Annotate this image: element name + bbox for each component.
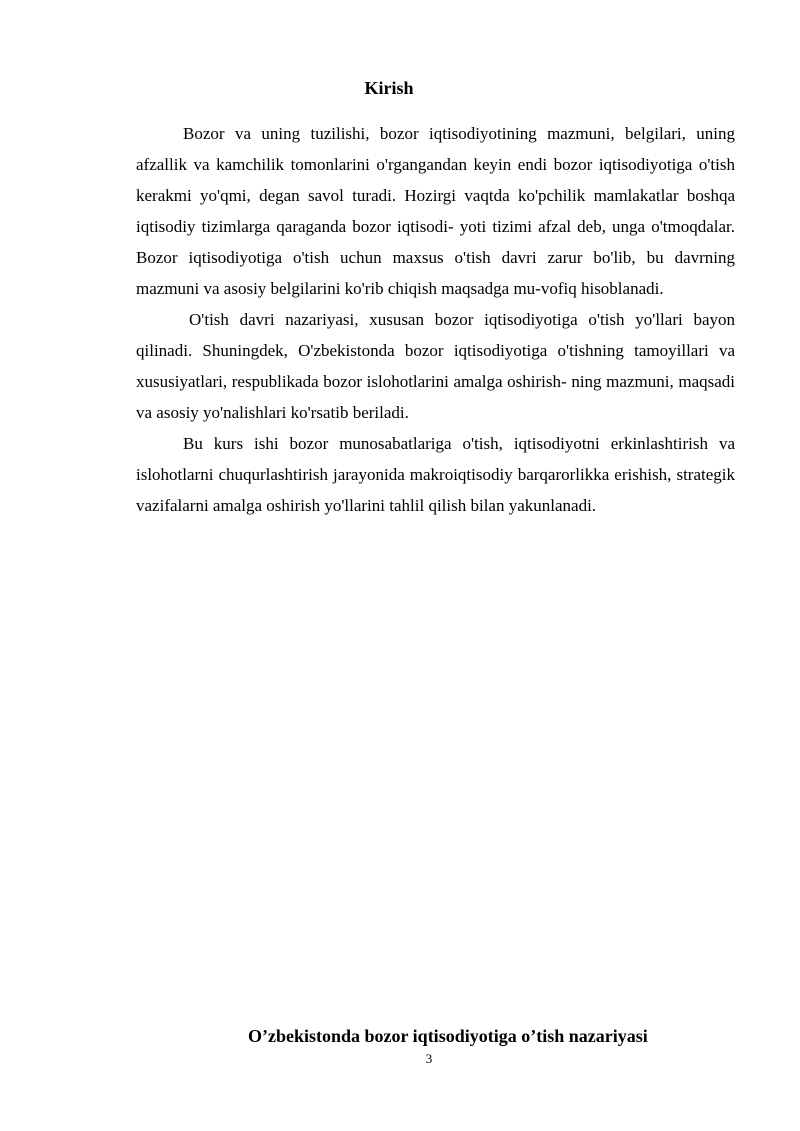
paragraph-1: Bozor va uning tuzilishi, bozor iqtisodiyotining mazmuni, belgilari, uning afzallik va kamchilik tomonlarini o'rgangandan keyin endi bozor iqtisodiyotiga o'tish kerakmi yo'qmi, degan savol turadi. Hozirgi vaqtda ko'pchilik mamlakatlar boshqa iqtisodiy tizimlarga qaraganda bozor iqtisodi- yoti tizimi afzal deb, unga o'tmoqdalar. Bozor iqtisodiyotiga o'tish uchun maxsus o'tish davri zarur bo'lib, bu davrning mazmuni va asosiy belgilarini ko'rib chiqish maqsadga mu-vofiq hisoblanadi. bbox=[136, 124, 735, 298]
section-heading: Kirish bbox=[364, 78, 414, 98]
page-number: 3 bbox=[425, 1051, 433, 1066]
footer-title: O’zbekistonda bozor iqtisodiyotiga o’tish nazariyasi bbox=[248, 1026, 648, 1046]
paragraph-3: Bu kurs ishi bozor munosabatlariga o'tish, iqtisodiyotni erkinlashtirish va islohotlarni chuqurlashtirish jarayonida makroiqtisodiy barqarorlikka erishish, strategik vazifalarni amalga oshirish yo'llarini tahlil qilish bilan yakunlanadi. bbox=[136, 434, 735, 515]
paragraph-2: O'tish davri nazariyasi, xususan bozor iqtisodiyotiga o'tish yo'llari bayon qilinadi. Shuningdek, O'zbekistonda bozor iqtisodiyotiga o'tishning tamoyillari va xususiyatlari, respublikada bozor islohotlarini amalga oshirish- ning mazmuni, maqsadi va asosiy yo'nalishlari ko'rsatib beriladi. bbox=[136, 310, 735, 422]
body-text bbox=[136, 118, 735, 521]
